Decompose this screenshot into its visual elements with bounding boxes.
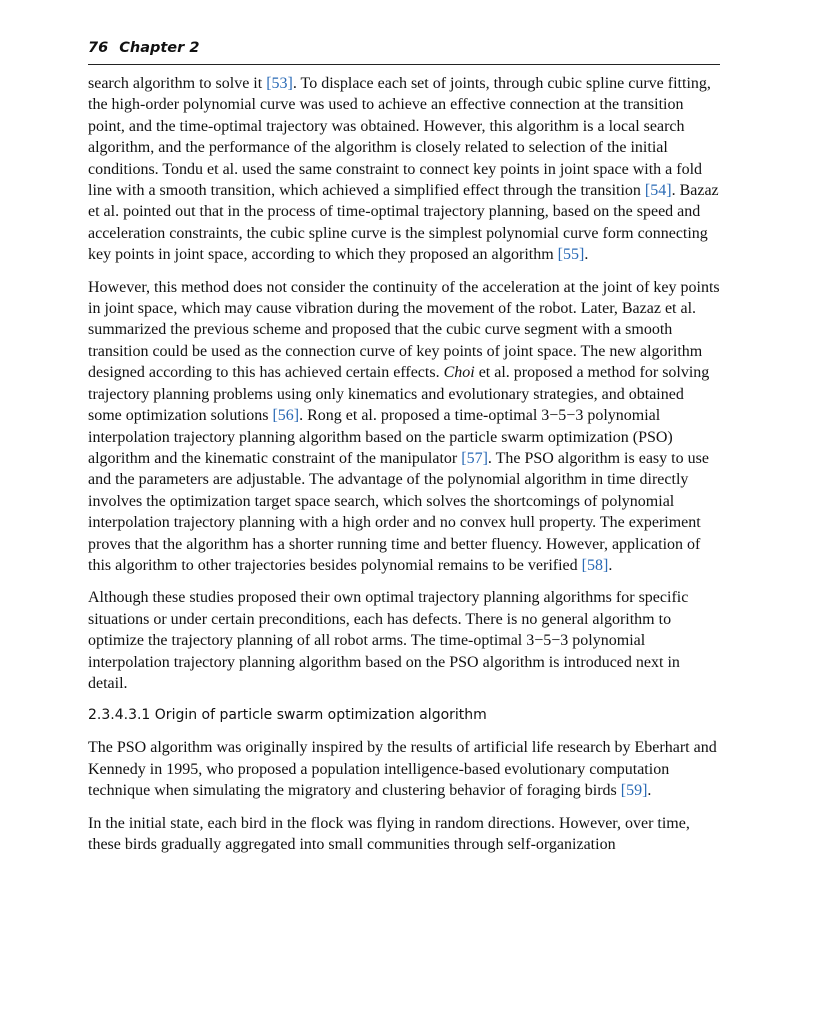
chapter-title: Chapter 2: [119, 40, 200, 56]
text-run: . Bazaz et al. pointed out that in the process of time-optimal trajectory planning, based on the speed and acceleration constraints, the cubic spline curve is the simplest polynomial curve form connecting key points in joint space, according to which they proposed an algorithm: [88, 182, 719, 264]
paragraph-4: [88, 737, 720, 801]
text-run: . To displace each set of joints, through cubic spline curve fitting, the high-order polynomial curve was used to achieve an effective connection at the transition point, and the time-optimal trajectory was obtained. However, this algorithm is a local search algorithm, and the performance of the algorithm is closely related to selection of the initial conditions. Tondu et al. used the same constraint to connect key points in joint space with a fold line with a smooth transition, which achieved a simplified effect through the transition: [88, 75, 711, 200]
paragraph-1: [88, 73, 720, 266]
italic-name: Choi: [443, 364, 475, 382]
text-run: et al. proposed a method for solving trajectory planning problems using only kinematics and evolutionary strategies, and obtained some optimization solutions: [88, 364, 710, 425]
page-number: 76: [88, 40, 109, 56]
paragraph-2: [88, 277, 720, 577]
citation-link-56[interactable]: [56]: [272, 407, 300, 425]
paragraph-3: Although these studies proposed their own optimal trajectory planning algorithms for specific situations or under certain preconditions, each has defects. There is no general algorithm to optimize the trajectory planning of all robot arms. The time-optimal 3−5−3 polynomial interpolation trajectory planning algorithm based on the PSO algorithm is introduced next in detail.: [88, 589, 689, 692]
text-run: .: [608, 556, 613, 574]
text-run: The PSO algorithm was originally inspired by the results of artificial life research by Eberhart and Kennedy in 1995, who proposed a population intelligence-based evolutionary computation technique when simulating the migratory and clustering behavior of foraging birds: [88, 739, 717, 800]
citation-link-54[interactable]: [54]: [644, 182, 672, 200]
text-run: . Rong et al. proposed a time-optimal 3−5−3 polynomial interpolation trajectory planning algorithm based on the particle swarm optimization (PSO) algorithm and the kinematic constraint of the manipulator: [88, 407, 673, 467]
text-run: .: [584, 246, 589, 264]
body-text: [88, 73, 720, 866]
text-run: However, this method does not consider the continuity of the acceleration at the joint of key points in joint space, which may cause vibration during the movement of the robot. Later, Bazaz et al. summarized the previous scheme and proposed that the cubic curve segment with a smooth transition could be used as the connection curve of key points of joint space. The new algorithm designed according to this has achieved certain effects.: [88, 278, 720, 382]
section-heading: 2.3.4.3.1 Origin of particle swarm optimization algorithm: [88, 707, 487, 724]
citation-link-57[interactable]: [57]: [461, 449, 488, 467]
citation-link-58[interactable]: [58]: [581, 556, 609, 574]
citation-link-53[interactable]: [53]: [266, 75, 293, 92]
text-run: . The PSO algorithm is easy to use and the parameters are adjustable. The advantage of the polynomial algorithm in time directly involves the optimization target space search, which solves the shortcomings of polynomial interpolation trajectory planning with a high order and no convex hull property. The experiment proves that the algorithm has a shorter running time and better fluency. However, application of this algorithm to other trajectories besides polynomial remains to be verified: [88, 449, 709, 574]
text-run: .: [647, 782, 652, 800]
citation-link-59[interactable]: [59]: [620, 782, 648, 800]
paragraph-5: In the initial state, each bird in the flock was flying in random directions. However, over time, these birds gradually aggregated into small communities through self-organization: [88, 814, 690, 853]
running-header: [88, 40, 720, 65]
text-run: search algorithm to solve it: [88, 75, 267, 92]
citation-link-55[interactable]: [55]: [557, 246, 585, 264]
